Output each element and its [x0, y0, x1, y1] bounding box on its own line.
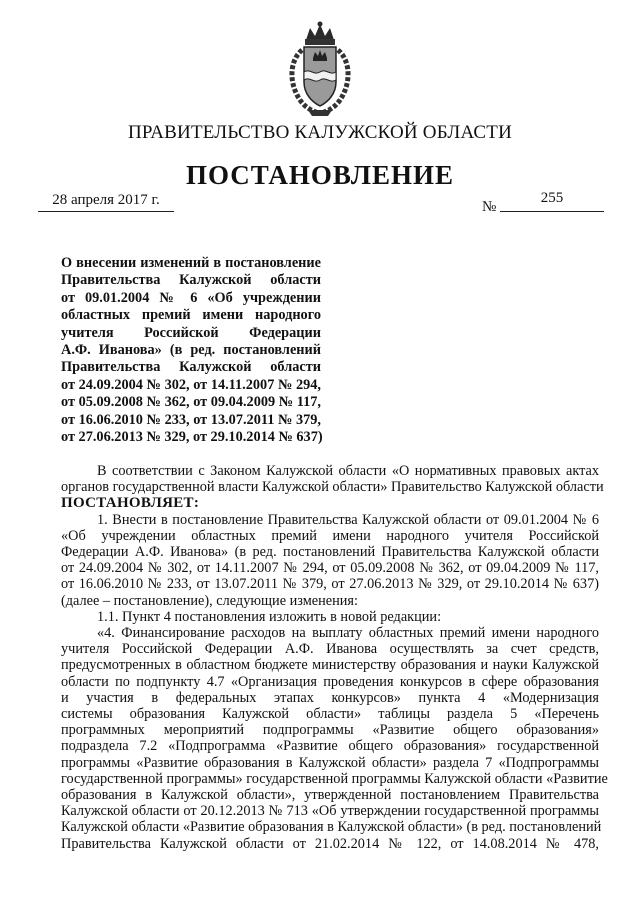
- paragraph-4-line: учителя Российской Федерации А.Ф. Иванова осуществлять за счет средств,: [61, 641, 599, 658]
- document-date: 28 апреля 2017 г.: [38, 192, 174, 212]
- paragraph-4-line: предусмотренных в областном бюджете министерству образования и науки Калужской: [61, 657, 599, 674]
- subject-line: А.Ф. Иванова» (в ред. постановлений: [61, 342, 321, 359]
- subject-line: Правительства Калужской области: [61, 272, 321, 289]
- paragraph-1-line: Федерации А.Ф. Иванова» (в ред. постановлений Правительства Калужской области: [61, 544, 599, 561]
- paragraph-4-line: подраздела 7.2 «Подпрограмма «Развитие общего образования» государственной: [61, 738, 599, 755]
- paragraph-4-line: программы «Развитие образования в Калужской области» раздела 7 «Подпрограммы: [61, 754, 599, 771]
- subject-line: областных премий имени народного: [61, 307, 321, 324]
- paragraph-1-line: «Об учреждении областных премий имени народного учителя Российской: [61, 527, 599, 544]
- subject-line: от 09.01.2004 № 6 «Об учреждении: [61, 289, 321, 306]
- paragraph-4-line: Калужской области «Развитие образования в Калужской области» (в ред. постановлений: [61, 819, 602, 836]
- paragraph-4-line: и участия в федеральных этапах конкурсов» пункта 4 «Модернизация: [61, 689, 599, 706]
- subject-line: от 16.06.2010 № 233, от 13.07.2011 № 379,: [61, 411, 321, 428]
- paragraph-4-line: системы образования Калужской области» таблицы раздела 5 «Перечень: [61, 706, 599, 723]
- paragraph-4-line: образования в Калужской области», утвержденной постановлением Правительства: [61, 787, 599, 804]
- subject-line: от 27.06.2013 № 329, от 29.10.2014 № 637): [61, 429, 323, 446]
- preamble-line: В соответствии с Законом Калужской области «О нормативных правовых актах: [97, 463, 599, 479]
- coat-of-arms-icon: [282, 20, 358, 118]
- government-name: ПРАВИТЕЛЬСТВО КАЛУЖСКОЙ ОБЛАСТИ: [127, 122, 513, 143]
- paragraph-1-line: от 24.09.2004 № 302, от 14.11.2007 № 294, от 05.09.2008 № 362, от 09.04.2009 № 117,: [61, 560, 599, 577]
- subject-line: от 24.09.2004 № 302, от 14.11.2007 № 294,: [61, 376, 321, 393]
- paragraph-4-line: Калужской области от 20.12.2013 № 713 «Об утверждении государственной программы: [61, 803, 599, 820]
- paragraph-4-line: области по подпункту 4.7 «Организация проведения конкурсов в сфере образования: [61, 673, 599, 690]
- paragraph-1-1: 1.1. Пункт 4 постановления изложить в новой редакции:: [97, 608, 442, 625]
- document-body: [61, 463, 608, 852]
- paragraph-1-line: от 16.06.2010 № 233, от 13.07.2011 № 379, от 27.06.2013 № 329, от 29.10.2014 № 637): [61, 576, 599, 593]
- paragraph-4-line: «4. Финансирование расходов на выплату областных премий имени народного: [97, 625, 599, 642]
- preamble-line: органов государственной власти Калужской области» Правительство Калужской области: [61, 479, 604, 496]
- paragraph-4-line: программных мероприятий подпрограммы «Развитие общего образования»: [61, 722, 599, 739]
- paragraph-1-line: (далее – постановление), следующие изменения:: [61, 592, 358, 609]
- paragraph-1-line: 1. Внести в постановление Правительства Калужской области от 09.01.2004 № 6: [97, 511, 599, 528]
- subject-line: учителя Российской Федерации: [61, 324, 321, 341]
- decree-word: ПОСТАНОВЛЯЕТ:: [61, 495, 200, 512]
- document-number: 255: [500, 190, 604, 212]
- paragraph-4-line: государственной программы» государственной программы Калужской области «Развитие: [61, 770, 608, 787]
- document-subject: [61, 255, 321, 446]
- subject-line: О внесении изменений в постановление: [61, 255, 321, 271]
- number-sign: №: [482, 199, 497, 215]
- document-type-heading: ПОСТАНОВЛЕНИЕ: [185, 160, 455, 190]
- paragraph-4-line: Правительства Калужской области от 21.02.2014 № 122, от 14.08.2014 № 478,: [61, 835, 599, 852]
- subject-line: от 05.09.2008 № 362, от 09.04.2009 № 117,: [61, 394, 321, 411]
- subject-line: Правительства Калужской области: [61, 359, 321, 376]
